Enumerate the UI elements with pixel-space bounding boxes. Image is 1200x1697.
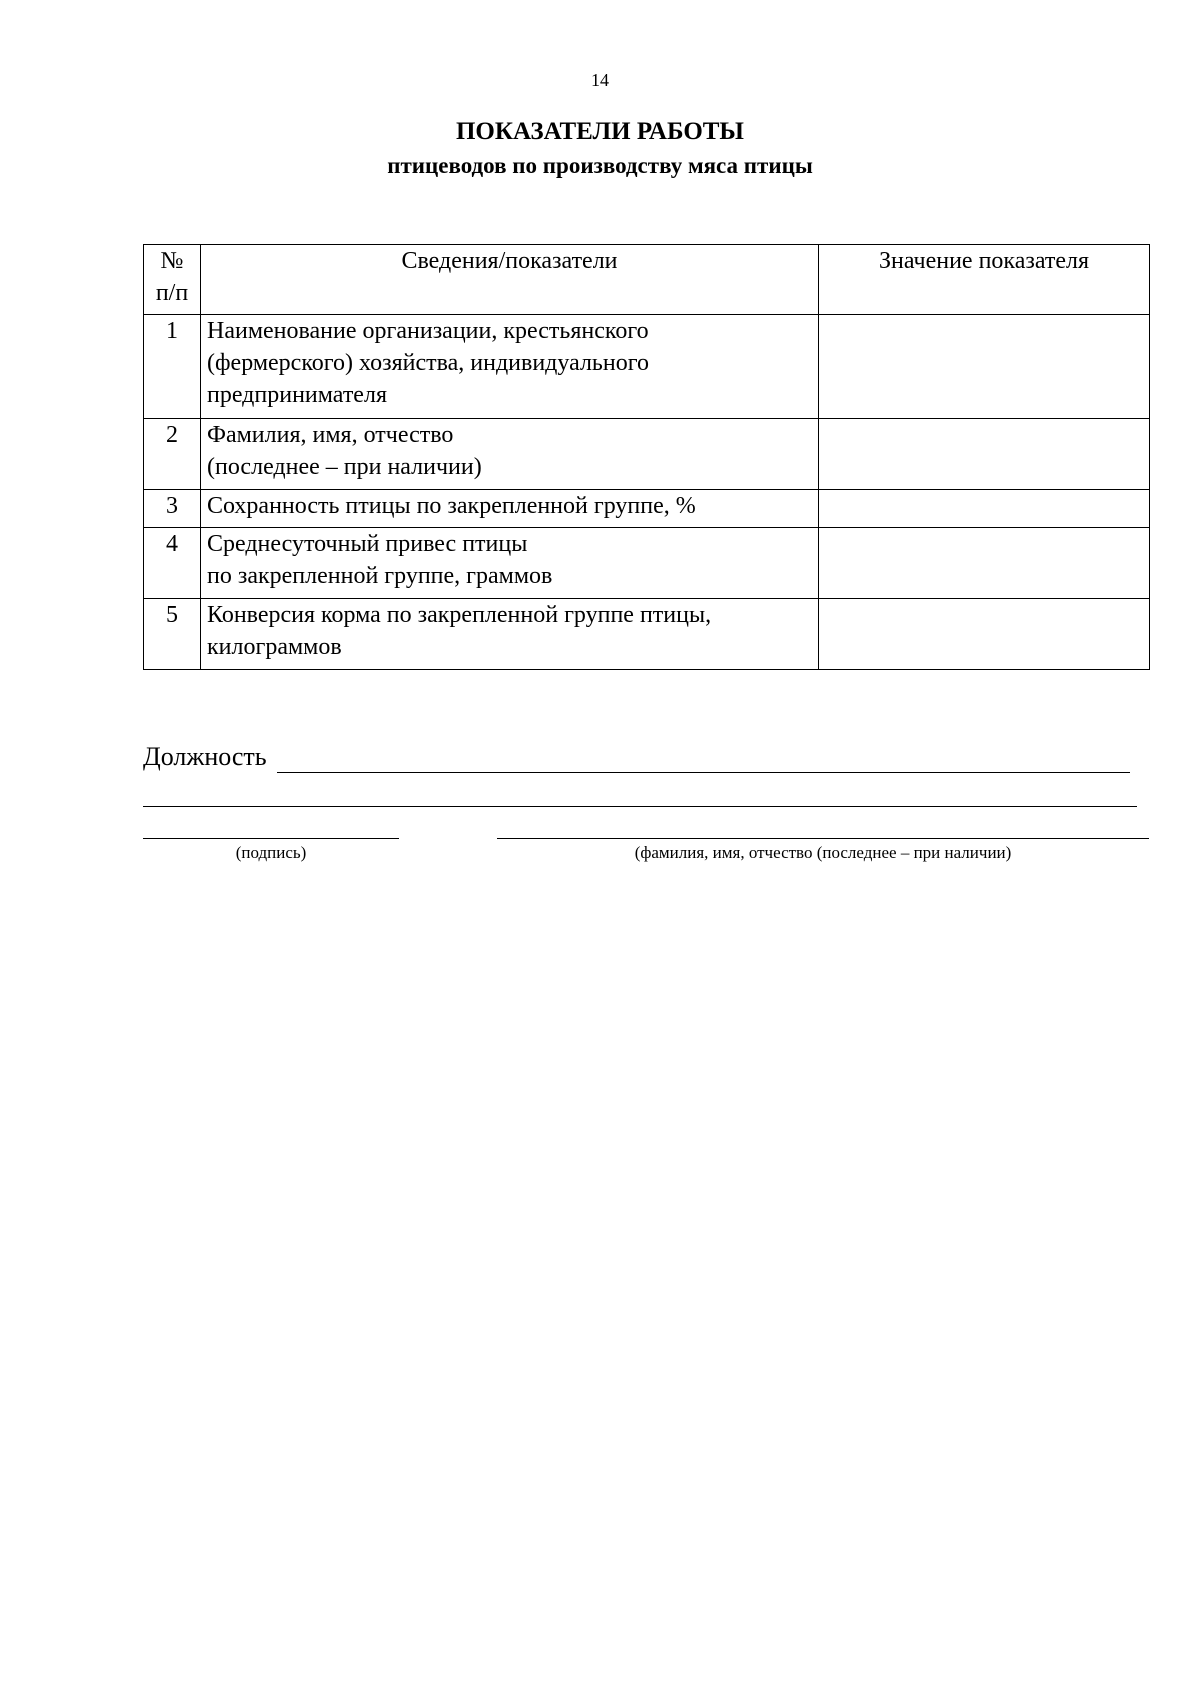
document-title: ПОКАЗАТЕЛИ РАБОТЫ [455,118,744,145]
position-continuation-line[interactable] [143,806,1137,807]
row-number: 5 [144,599,201,670]
full-name-line[interactable] [497,838,1149,839]
document-subtitle: птицеводов по производству мяса птицы [387,153,813,178]
table-row [144,419,1150,490]
table-header-row [144,245,1150,315]
header-number [144,245,201,315]
signature-line[interactable] [143,838,399,839]
row-value-cell[interactable] [819,419,1150,490]
row-info: Конверсия корма по закрепленной группе птицы, килограммов [201,599,819,670]
table-row [144,490,1150,528]
indicators-table [143,244,1150,670]
position-fill-line[interactable] [277,772,1130,773]
table-row [144,315,1150,419]
full-name-caption: (фамилия, имя, отчество (последнее – при наличии) [634,843,1012,862]
header-value: Значение показателя [819,245,1150,315]
table-row [144,599,1150,670]
signature-caption: (подпись) [235,843,307,862]
row-number: 2 [144,419,201,490]
row-info: Среднесуточный привес птицы по закрепленной группе, граммов [201,528,819,599]
row-info: Наименование организации, крестьянского (фермерского) хозяйства, индивидуального предпринимателя [201,315,819,419]
page-number: 14 [591,70,609,90]
row-info: Сохранность птицы по закрепленной группе, % [201,490,819,528]
position-label: Должность [143,742,267,771]
row-value-cell[interactable] [819,315,1150,419]
row-number: 4 [144,528,201,599]
row-value-cell[interactable] [819,490,1150,528]
row-number: 1 [144,315,201,419]
table-row [144,528,1150,599]
header-number-label: № п/п [155,248,189,306]
row-value-cell[interactable] [819,528,1150,599]
header-info: Сведения/показатели [201,245,819,315]
row-info: Фамилия, имя, отчество (последнее – при наличии) [201,419,819,490]
row-number: 3 [144,490,201,528]
row-value-cell[interactable] [819,599,1150,670]
